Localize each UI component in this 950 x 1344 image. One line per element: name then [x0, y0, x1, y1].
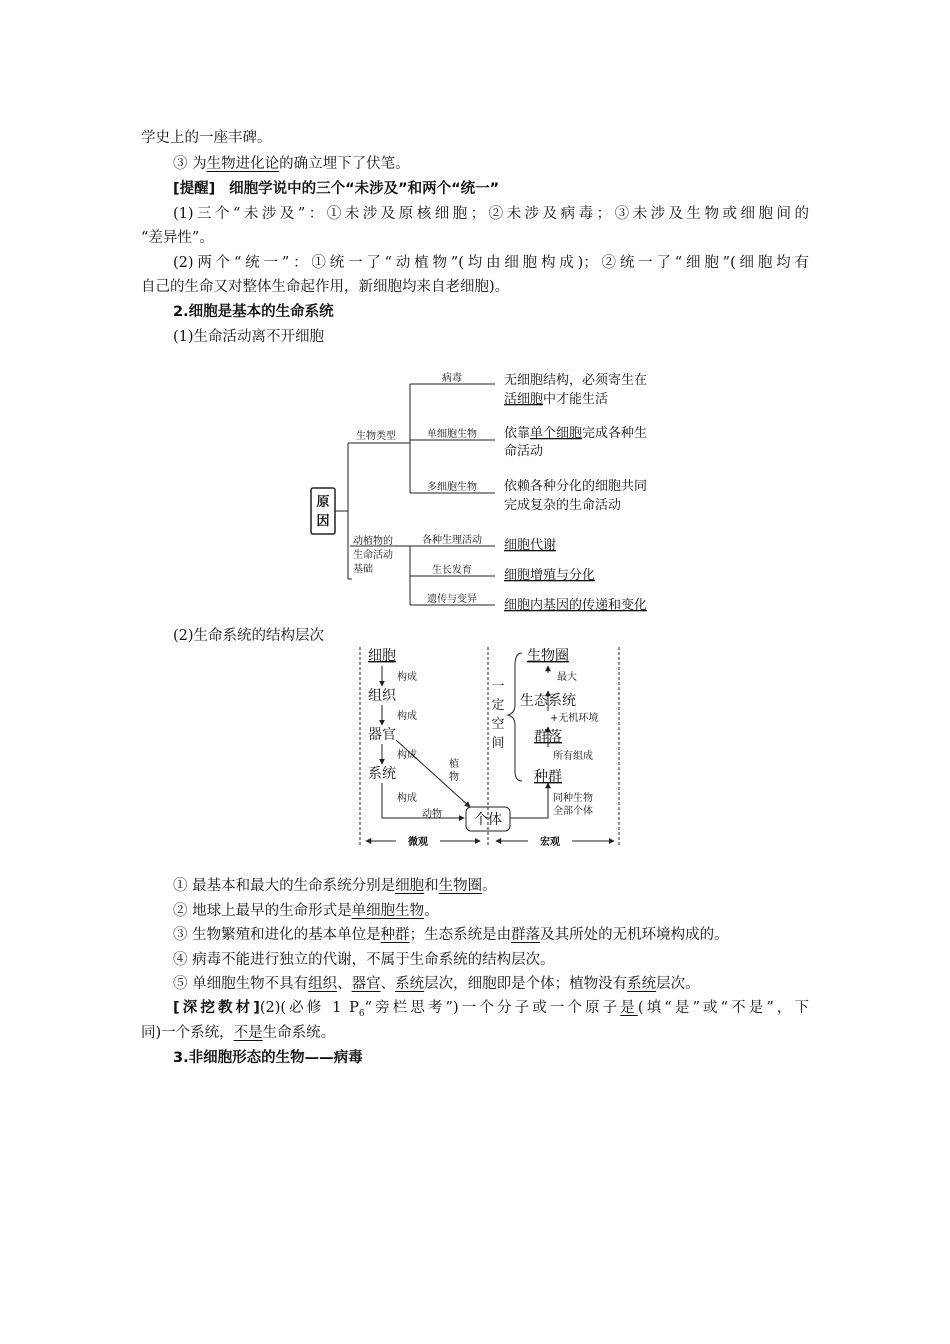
same-species-1: 同种生物	[553, 793, 593, 804]
level-biosphere: 生物圈	[527, 648, 569, 664]
level-tissue: 组织	[368, 688, 396, 704]
branch-basis-1: 动植物的	[353, 536, 393, 547]
subsection-2-title: (2)生命系统的结构层次	[173, 628, 325, 644]
arrow-label-4: 构成	[397, 793, 417, 804]
fact-5: ⑤ 单细胞生物不具有组织、器官、系统层次，细胞即是个体；植物没有系统层次。	[173, 976, 700, 992]
arrow-label-2: 构成	[397, 711, 417, 722]
section-3-title: 3.非细胞形态的生物——病毒	[173, 1050, 363, 1066]
text: 学史上的一座丰碑。	[141, 130, 272, 146]
level-system: 系统	[368, 766, 396, 782]
reminder-title: 细胞学说中的三个“未涉及”和两个“统一”	[229, 181, 500, 197]
answer: 生物进化论	[206, 156, 280, 172]
micro-label: 微观	[408, 837, 428, 848]
leaf-heredity: 遗传与变异	[427, 594, 477, 605]
branch-basis-2: 生命活动	[353, 550, 393, 561]
reminder-heading	[173, 179, 499, 199]
plant-label-2: 物	[449, 772, 459, 783]
subsection-1-title: (1)生命活动离不开细胞	[173, 329, 325, 345]
right-arrow-label-3: 所有组成	[553, 751, 593, 762]
text: 的确立埋下了伏笔。	[279, 156, 410, 172]
same-species-2: 全部个体	[553, 806, 593, 817]
text: ③ 为	[173, 156, 207, 172]
root-label-1: 原	[316, 495, 330, 510]
leaf-physiology: 各种生理活动	[422, 535, 482, 546]
reminder-2-line1: (2)两个“统一”：①统一了“动植物”(均由细胞构成)；②统一了“细胞”(细胞均有	[173, 255, 809, 271]
reminder-1-line1: (1)三个“未涉及”：①未涉及原核细胞；②未涉及病毒；③未涉及生物或细胞间的	[173, 206, 809, 222]
macro-label: 宏观	[540, 837, 560, 848]
fact-2: ② 地球上最早的生命形式是单细胞生物。	[173, 903, 439, 919]
leaf-multicellular: 多细胞生物	[427, 482, 477, 493]
desc-gene-transfer: 细胞内基因的传递和变化	[504, 598, 648, 613]
individual-level: 个体	[474, 812, 502, 828]
reminder-1-line2: “差异性”。	[141, 230, 214, 246]
space-1: 一	[491, 679, 505, 694]
leaf-virus: 病毒	[442, 373, 462, 384]
space-4: 间	[491, 736, 505, 751]
level-community: 群落	[534, 729, 562, 745]
arrow-label-3: 构成	[397, 750, 417, 761]
dig-textbook-line2: 同)一个系统，不是生命系统。	[141, 1025, 336, 1041]
dig-textbook-line1: [深挖教材](2)(必修 1 $P_6“$旁栏思考”)一个分子或一个原子是(填“是”或“不是”，下	[173, 1000, 810, 1019]
plant-label-1: 植	[449, 759, 459, 770]
reasons-tree-diagram	[300, 362, 680, 624]
reminder-tag: [提醒]	[173, 181, 216, 197]
fact-3: ③ 生物繁殖和进化的基本单位是种群；生态系统是由群落及其所处的无机环境构成的。	[173, 927, 729, 943]
desc-metabolism: 细胞代谢	[504, 538, 557, 553]
life-system-levels-diagram	[352, 643, 628, 851]
space-3: 空	[491, 717, 505, 732]
space-2: 定	[491, 698, 505, 713]
desc-proliferation: 细胞增殖与分化	[504, 568, 596, 583]
reminder-2-line2: 自己的生命又对整体生命起作用，新细胞均来自老细胞)。	[141, 279, 510, 295]
desc-unicellular-2: 命活动	[504, 444, 544, 459]
section-2-title: 2.细胞是基本的生命系统	[173, 304, 334, 320]
fact-1: ① 最基本和最大的生命系统分别是细胞和生物圈。	[173, 878, 497, 894]
point-3	[173, 154, 410, 174]
desc-multicellular-2: 完成复杂的生命活动	[504, 498, 622, 513]
leaf-growth: 生长发育	[432, 565, 472, 576]
root-label-2: 因	[316, 514, 330, 529]
level-ecosystem: 生态系统	[520, 693, 576, 709]
leaf-unicellular: 单细胞生物	[427, 429, 477, 440]
paragraph-continuation	[141, 128, 272, 148]
desc-virus-2: 活细胞中才能生活	[504, 392, 609, 407]
branch-organism-types: 生物类型	[356, 431, 396, 442]
arrow-label-1: 构成	[397, 672, 417, 683]
level-cell: 细胞	[368, 648, 396, 664]
branch-basis-3: 基础	[353, 564, 373, 575]
animal-label: 动物	[422, 809, 442, 820]
desc-virus-1: 无细胞结构，必须寄生在	[504, 373, 648, 388]
fact-4: ④ 病毒不能进行独立的代谢，不属于生命系统的结构层次。	[173, 952, 555, 968]
desc-multicellular-1: 依赖各种分化的细胞共同	[504, 479, 648, 494]
right-arrow-label-2: +无机环境	[550, 713, 599, 724]
right-arrow-label-1: 最大	[557, 672, 577, 683]
level-population: 种群	[534, 769, 562, 785]
desc-unicellular-1: 依靠单个细胞完成各种生	[504, 426, 648, 441]
level-organ: 器官	[368, 727, 396, 743]
